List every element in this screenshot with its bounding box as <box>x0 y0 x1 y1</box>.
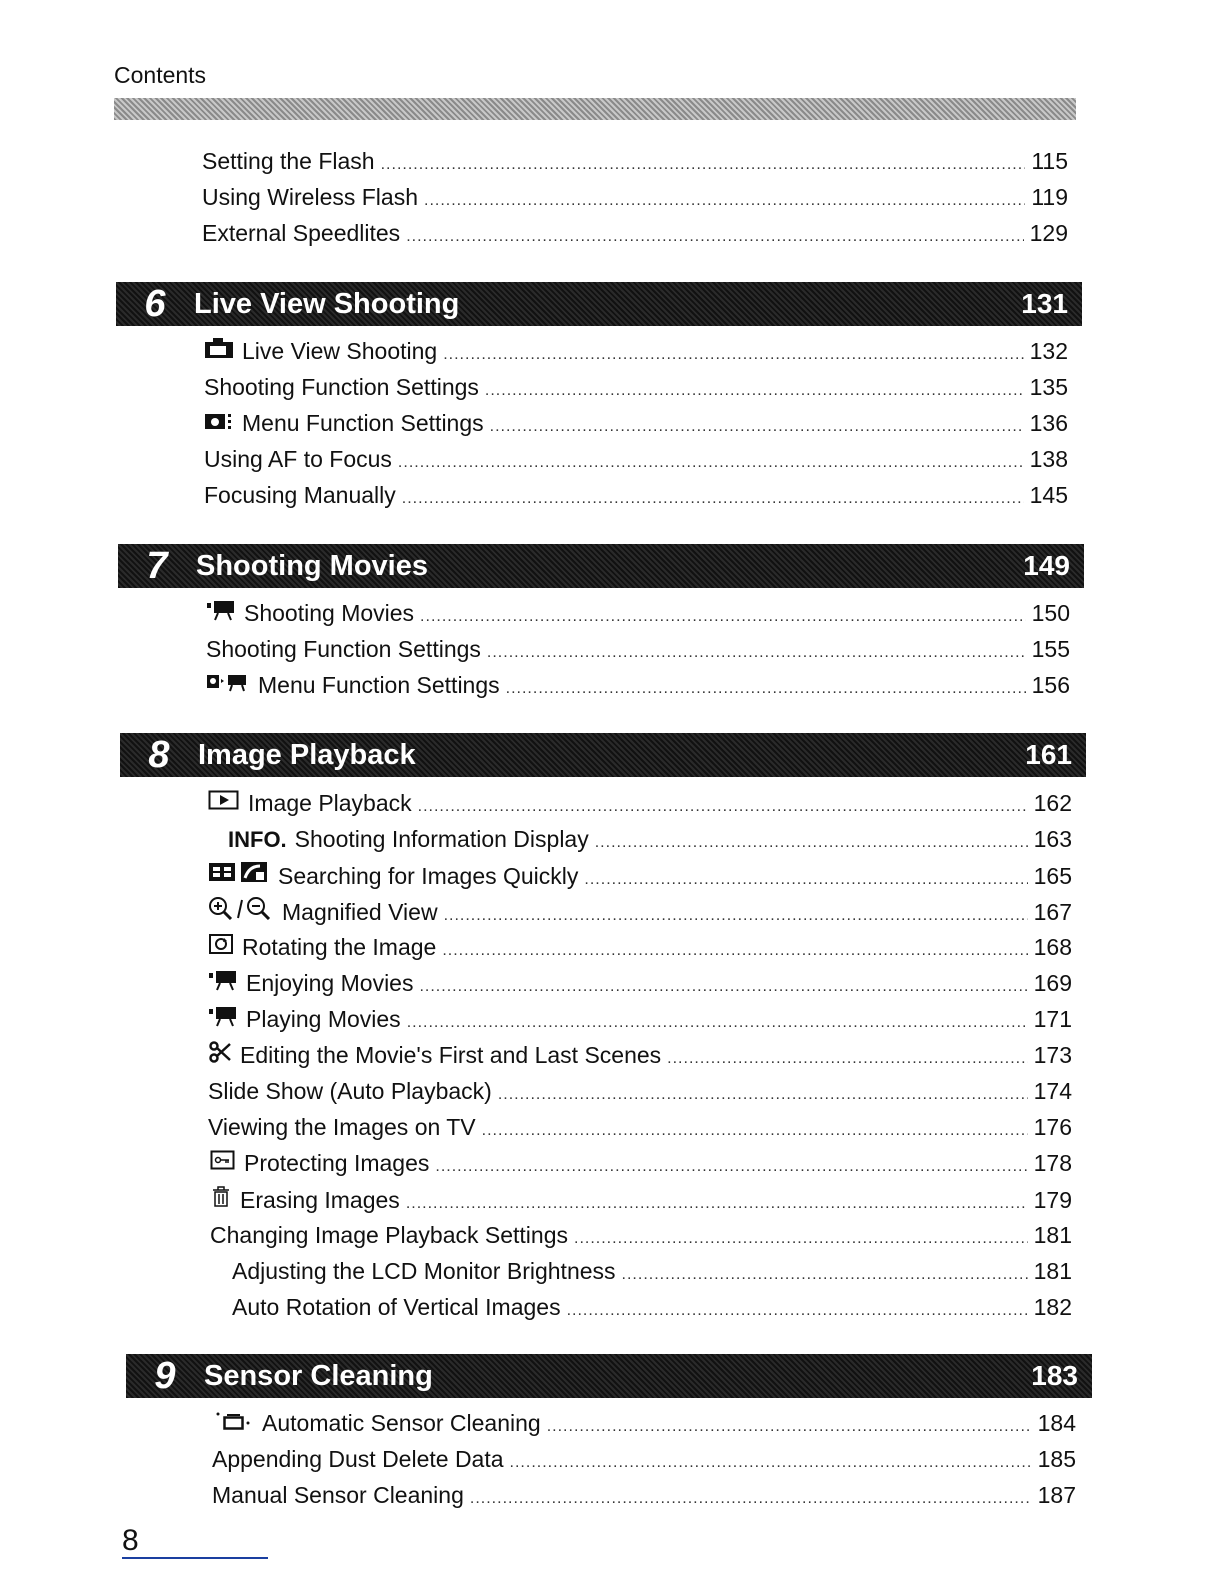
toc-entry[interactable]: Appending Dust Delete Data ..... 185 <box>212 1444 1076 1478</box>
toc-entry[interactable]: Setting the Flash ..... 115 <box>202 146 1068 180</box>
toc-entry[interactable]: Focusing Manually ..... 145 <box>204 480 1068 514</box>
chapter-8-heading[interactable]: 8 Image Playback 161 <box>120 733 1086 777</box>
trash-icon <box>210 1184 232 1208</box>
camera-icon <box>204 337 234 359</box>
toc-entry[interactable]: Magnified View ..... 167 <box>208 896 1072 931</box>
rotate-icon <box>208 933 234 955</box>
toc-entry[interactable]: Changing Image Playback Settings ..... 181 <box>210 1220 1072 1254</box>
toc-entry[interactable]: Image Playback ..... 162 <box>208 788 1072 822</box>
toc-entry[interactable]: Live View Shooting ..... 132 <box>204 336 1068 370</box>
page-number: 8 <box>122 1524 139 1557</box>
toc-entry[interactable]: Menu Function Settings ..... 156 <box>206 670 1070 704</box>
movie-icon <box>208 1005 238 1027</box>
magnify-icon <box>208 896 274 920</box>
toc-entry[interactable]: Using Wireless Flash ..... 119 <box>202 182 1068 216</box>
toc-entry[interactable]: Auto Rotation of Vertical Images ..... 182 <box>232 1292 1072 1326</box>
toc-entry[interactable]: Viewing the Images on TV ..... 176 <box>208 1112 1072 1146</box>
movie-icon <box>206 599 236 621</box>
index-jump-icon <box>208 860 270 884</box>
toc-entry[interactable]: Menu Function Settings ..... 136 <box>204 408 1068 442</box>
toc-entry[interactable]: Shooting Function Settings ..... 155 <box>206 634 1070 668</box>
chapter-9-heading[interactable]: 9 Sensor Cleaning 183 <box>126 1354 1092 1398</box>
page-number-rule <box>122 1557 268 1559</box>
camera-menu-icon <box>204 409 234 431</box>
info-icon: INFO. <box>228 827 287 852</box>
toc-entry[interactable]: Enjoying Movies ..... 169 <box>208 968 1072 1002</box>
toc-entry[interactable]: Protecting Images ..... 178 <box>210 1148 1072 1182</box>
toc-entry[interactable]: Searching for Images Quickly ..... 165 <box>208 860 1072 895</box>
chapter-7-heading[interactable]: 7 Shooting Movies 149 <box>118 544 1084 588</box>
toc-entry[interactable]: Erasing Images ..... 179 <box>210 1184 1072 1219</box>
toc-entry[interactable]: Playing Movies ..... 171 <box>208 1004 1072 1038</box>
playback-icon <box>208 789 240 811</box>
scissors-icon <box>208 1041 232 1063</box>
toc-entry[interactable]: External Speedlites ..... 129 <box>202 218 1068 252</box>
toc-entry[interactable]: Using AF to Focus ..... 138 <box>204 444 1068 478</box>
header-rule <box>114 98 1076 120</box>
toc-entry[interactable]: INFO. Shooting Information Display ..... 163 <box>228 824 1072 858</box>
movie-menu-icon <box>206 671 250 693</box>
toc-entry[interactable]: Shooting Movies ..... 150 <box>206 598 1070 632</box>
header-title: Contents <box>114 62 207 88</box>
protect-icon <box>210 1149 236 1171</box>
toc-entry[interactable]: Adjusting the LCD Monitor Brightness ..... 181 <box>232 1256 1072 1290</box>
movie-icon <box>208 969 238 991</box>
sensor-clean-icon <box>214 1409 254 1431</box>
toc-entry[interactable]: Manual Sensor Cleaning ..... 187 <box>212 1480 1076 1514</box>
toc-entry[interactable]: Editing the Movie's First and Last Scenes ..... 173 <box>208 1040 1072 1074</box>
toc-entry[interactable]: Shooting Function Settings ..... 135 <box>204 372 1068 406</box>
toc-entry[interactable]: Slide Show (Auto Playback) ..... 174 <box>208 1076 1072 1110</box>
toc-entry[interactable]: Rotating the Image ..... 168 <box>208 932 1072 966</box>
toc-entry[interactable]: Automatic Sensor Cleaning ..... 184 <box>214 1408 1076 1442</box>
chapter-6-heading[interactable]: 6 Live View Shooting 131 <box>116 282 1082 326</box>
